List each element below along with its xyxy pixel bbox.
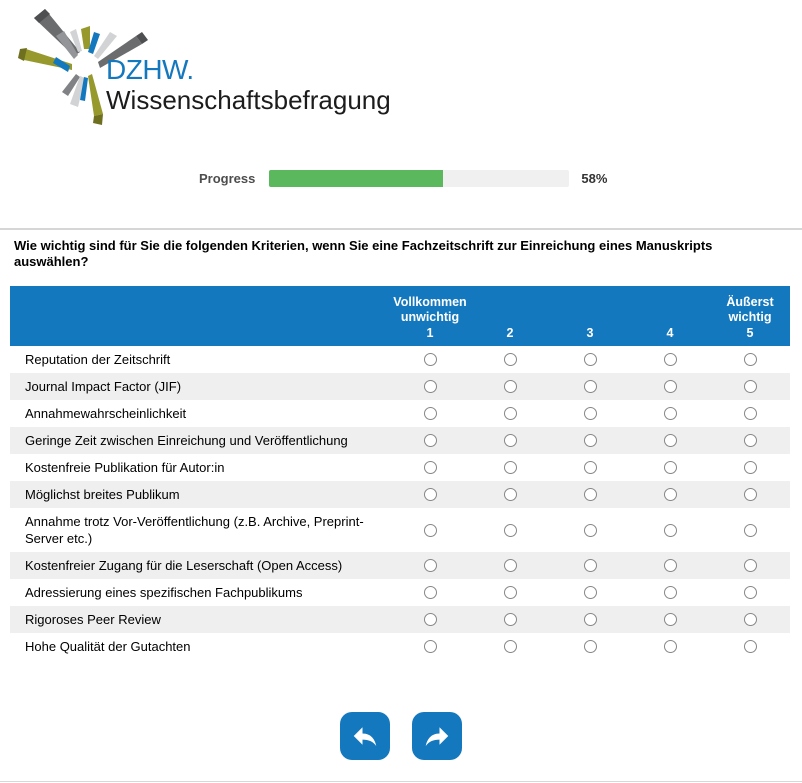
matrix-cell <box>390 400 470 427</box>
radio-option-2[interactable] <box>504 461 517 474</box>
progress-percent: 58% <box>581 171 608 186</box>
radio-option-4[interactable] <box>664 524 677 537</box>
radio-option-4[interactable] <box>664 613 677 626</box>
matrix-cell <box>630 579 710 606</box>
matrix-cell <box>550 373 630 400</box>
matrix-cell <box>390 346 470 373</box>
matrix-header-col-3: 3 <box>586 326 594 340</box>
progress-row <box>199 170 802 187</box>
radio-option-3[interactable] <box>584 434 597 447</box>
matrix-cell <box>470 400 550 427</box>
matrix-row <box>10 633 790 660</box>
radio-option-3[interactable] <box>584 488 597 501</box>
matrix-cell <box>630 633 710 660</box>
radio-option-4[interactable] <box>664 380 677 393</box>
matrix-cell <box>470 481 550 508</box>
matrix-cell <box>550 606 630 633</box>
matrix-cell <box>470 373 550 400</box>
row-label: Annahme trotz Vor-Veröffentlichung (z.B. Archive, Preprint-Server etc.) <box>25 514 364 546</box>
row-label: Hohe Qualität der Gutachten <box>25 639 191 654</box>
matrix-cell <box>550 400 630 427</box>
row-label: Reputation der Zeitschrift <box>25 352 171 367</box>
matrix-cell <box>470 633 550 660</box>
matrix-cell <box>630 552 710 579</box>
matrix-cell <box>470 508 550 552</box>
row-label: Adressierung eines spezifischen Fachpublikums <box>25 585 303 600</box>
matrix-cell <box>550 454 630 481</box>
radio-option-5[interactable] <box>744 613 757 626</box>
row-label: Geringe Zeit zwischen Einreichung und Veröffentlichung <box>25 433 348 448</box>
radio-option-1[interactable] <box>424 434 437 447</box>
rating-matrix <box>10 286 790 660</box>
matrix-row <box>10 373 790 400</box>
matrix-header <box>10 286 790 346</box>
radio-option-5[interactable] <box>744 640 757 653</box>
radio-option-2[interactable] <box>504 434 517 447</box>
radio-option-3[interactable] <box>584 586 597 599</box>
progress-label: Progress <box>199 171 256 186</box>
matrix-row <box>10 552 790 579</box>
matrix-cell <box>470 552 550 579</box>
matrix-row <box>10 346 790 373</box>
radio-option-5[interactable] <box>744 488 757 501</box>
radio-option-4[interactable] <box>664 353 677 366</box>
matrix-cell <box>390 606 470 633</box>
row-label: Journal Impact Factor (JIF) <box>25 379 182 394</box>
radio-option-2[interactable] <box>504 380 517 393</box>
radio-option-1[interactable] <box>424 613 437 626</box>
survey-page <box>0 4 802 783</box>
radio-option-4[interactable] <box>664 586 677 599</box>
radio-option-2[interactable] <box>504 524 517 537</box>
radio-option-3[interactable] <box>584 353 597 366</box>
progress-bar <box>269 170 569 187</box>
radio-option-2[interactable] <box>504 559 517 572</box>
matrix-cell <box>630 373 710 400</box>
matrix-cell <box>550 552 630 579</box>
radio-option-4[interactable] <box>664 407 677 420</box>
matrix-cell <box>630 481 710 508</box>
row-label: Rigoroses Peer Review <box>25 612 161 627</box>
row-label: Kostenfreier Zugang für die Leserschaft (Open Access) <box>25 558 343 573</box>
radio-option-1[interactable] <box>424 524 437 537</box>
matrix-header-col-4: 4 <box>666 326 674 340</box>
matrix-cell <box>710 633 790 660</box>
radio-option-1[interactable] <box>424 586 437 599</box>
row-label: Annahmewahrscheinlichkeit <box>25 406 187 421</box>
matrix-cell <box>630 400 710 427</box>
nav-buttons <box>0 712 802 760</box>
radio-option-1[interactable] <box>424 640 437 653</box>
matrix-row <box>10 427 790 454</box>
matrix-cell <box>390 579 470 606</box>
radio-option-5[interactable] <box>744 353 757 366</box>
radio-option-3[interactable] <box>584 461 597 474</box>
matrix-cell <box>550 481 630 508</box>
matrix-cell <box>390 508 470 552</box>
radio-option-3[interactable] <box>584 559 597 572</box>
radio-option-5[interactable] <box>744 380 757 393</box>
matrix-row <box>10 508 790 552</box>
progress-bar-fill <box>269 170 443 187</box>
radio-option-3[interactable] <box>584 524 597 537</box>
matrix-cell <box>390 373 470 400</box>
matrix-cell <box>470 427 550 454</box>
radio-option-3[interactable] <box>584 640 597 653</box>
matrix-cell <box>470 606 550 633</box>
row-label: Kostenfreie Publikation für Autor:in <box>25 460 225 475</box>
row-label: Möglichst breites Publikum <box>25 487 180 502</box>
radio-option-5[interactable] <box>744 559 757 572</box>
matrix-row <box>10 579 790 606</box>
radio-option-2[interactable] <box>504 488 517 501</box>
page-bottom-divider <box>0 781 802 782</box>
radio-option-2[interactable] <box>504 407 517 420</box>
question-divider <box>0 228 802 230</box>
forward-button[interactable] <box>412 712 462 760</box>
radio-option-4[interactable] <box>664 434 677 447</box>
radio-option-3[interactable] <box>584 613 597 626</box>
radio-option-5[interactable] <box>744 524 757 537</box>
matrix-cell <box>710 346 790 373</box>
radio-option-2[interactable] <box>504 353 517 366</box>
radio-option-1[interactable] <box>424 559 437 572</box>
matrix-cell <box>390 454 470 481</box>
radio-option-4[interactable] <box>664 461 677 474</box>
radio-option-3[interactable] <box>584 380 597 393</box>
matrix-row <box>10 481 790 508</box>
matrix-cell <box>390 552 470 579</box>
radio-option-5[interactable] <box>744 461 757 474</box>
matrix-body <box>10 346 790 660</box>
matrix-cell <box>710 373 790 400</box>
matrix-cell <box>470 346 550 373</box>
matrix-cell <box>710 400 790 427</box>
brand-subtitle: Wissenschaftsbefragung <box>106 85 391 115</box>
radio-option-1[interactable] <box>424 407 437 420</box>
matrix-header-col-5: Äußerst wichtig 5 <box>726 295 774 340</box>
matrix-cell <box>470 454 550 481</box>
matrix-cell <box>550 633 630 660</box>
matrix-cell <box>630 606 710 633</box>
matrix-cell <box>470 579 550 606</box>
radio-option-3[interactable] <box>584 407 597 420</box>
matrix-cell <box>550 346 630 373</box>
matrix-cell <box>710 552 790 579</box>
matrix-header-col-2: 2 <box>506 326 514 340</box>
matrix-cell <box>630 454 710 481</box>
radio-option-2[interactable] <box>504 613 517 626</box>
radio-option-4[interactable] <box>664 488 677 501</box>
matrix-cell <box>550 579 630 606</box>
radio-option-5[interactable] <box>744 586 757 599</box>
radio-option-2[interactable] <box>504 586 517 599</box>
radio-option-5[interactable] <box>744 407 757 420</box>
matrix-cell <box>630 508 710 552</box>
matrix-header-col-1: Vollkommen unwichtig 1 <box>393 295 467 340</box>
radio-option-4[interactable] <box>664 640 677 653</box>
radio-option-1[interactable] <box>424 488 437 501</box>
matrix-row <box>10 454 790 481</box>
radio-option-2[interactable] <box>504 640 517 653</box>
matrix-cell <box>550 508 630 552</box>
matrix-cell <box>390 427 470 454</box>
radio-option-4[interactable] <box>664 559 677 572</box>
radio-option-5[interactable] <box>744 434 757 447</box>
radio-option-1[interactable] <box>424 353 437 366</box>
radio-option-1[interactable] <box>424 380 437 393</box>
matrix-cell <box>710 427 790 454</box>
matrix-cell <box>710 481 790 508</box>
forward-arrow-icon <box>422 721 452 751</box>
matrix-cell <box>630 427 710 454</box>
matrix-cell <box>710 606 790 633</box>
back-arrow-icon <box>350 721 380 751</box>
matrix-cell <box>390 633 470 660</box>
matrix-cell <box>710 508 790 552</box>
matrix-cell <box>710 454 790 481</box>
radio-option-1[interactable] <box>424 461 437 474</box>
matrix-header-spacer <box>10 286 390 346</box>
matrix-cell <box>630 346 710 373</box>
matrix-row <box>10 400 790 427</box>
matrix-cell <box>710 579 790 606</box>
logo <box>18 4 448 125</box>
back-button[interactable] <box>340 712 390 760</box>
question-text: Wie wichtig sind für Sie die folgenden Kriterien, wenn Sie eine Fachzeitschrift zur Einreichung eines Manuskripts auswählen? <box>14 238 713 269</box>
brand-name: DZHW. <box>106 54 194 85</box>
matrix-cell <box>390 481 470 508</box>
matrix-cell <box>550 427 630 454</box>
matrix-row <box>10 606 790 633</box>
